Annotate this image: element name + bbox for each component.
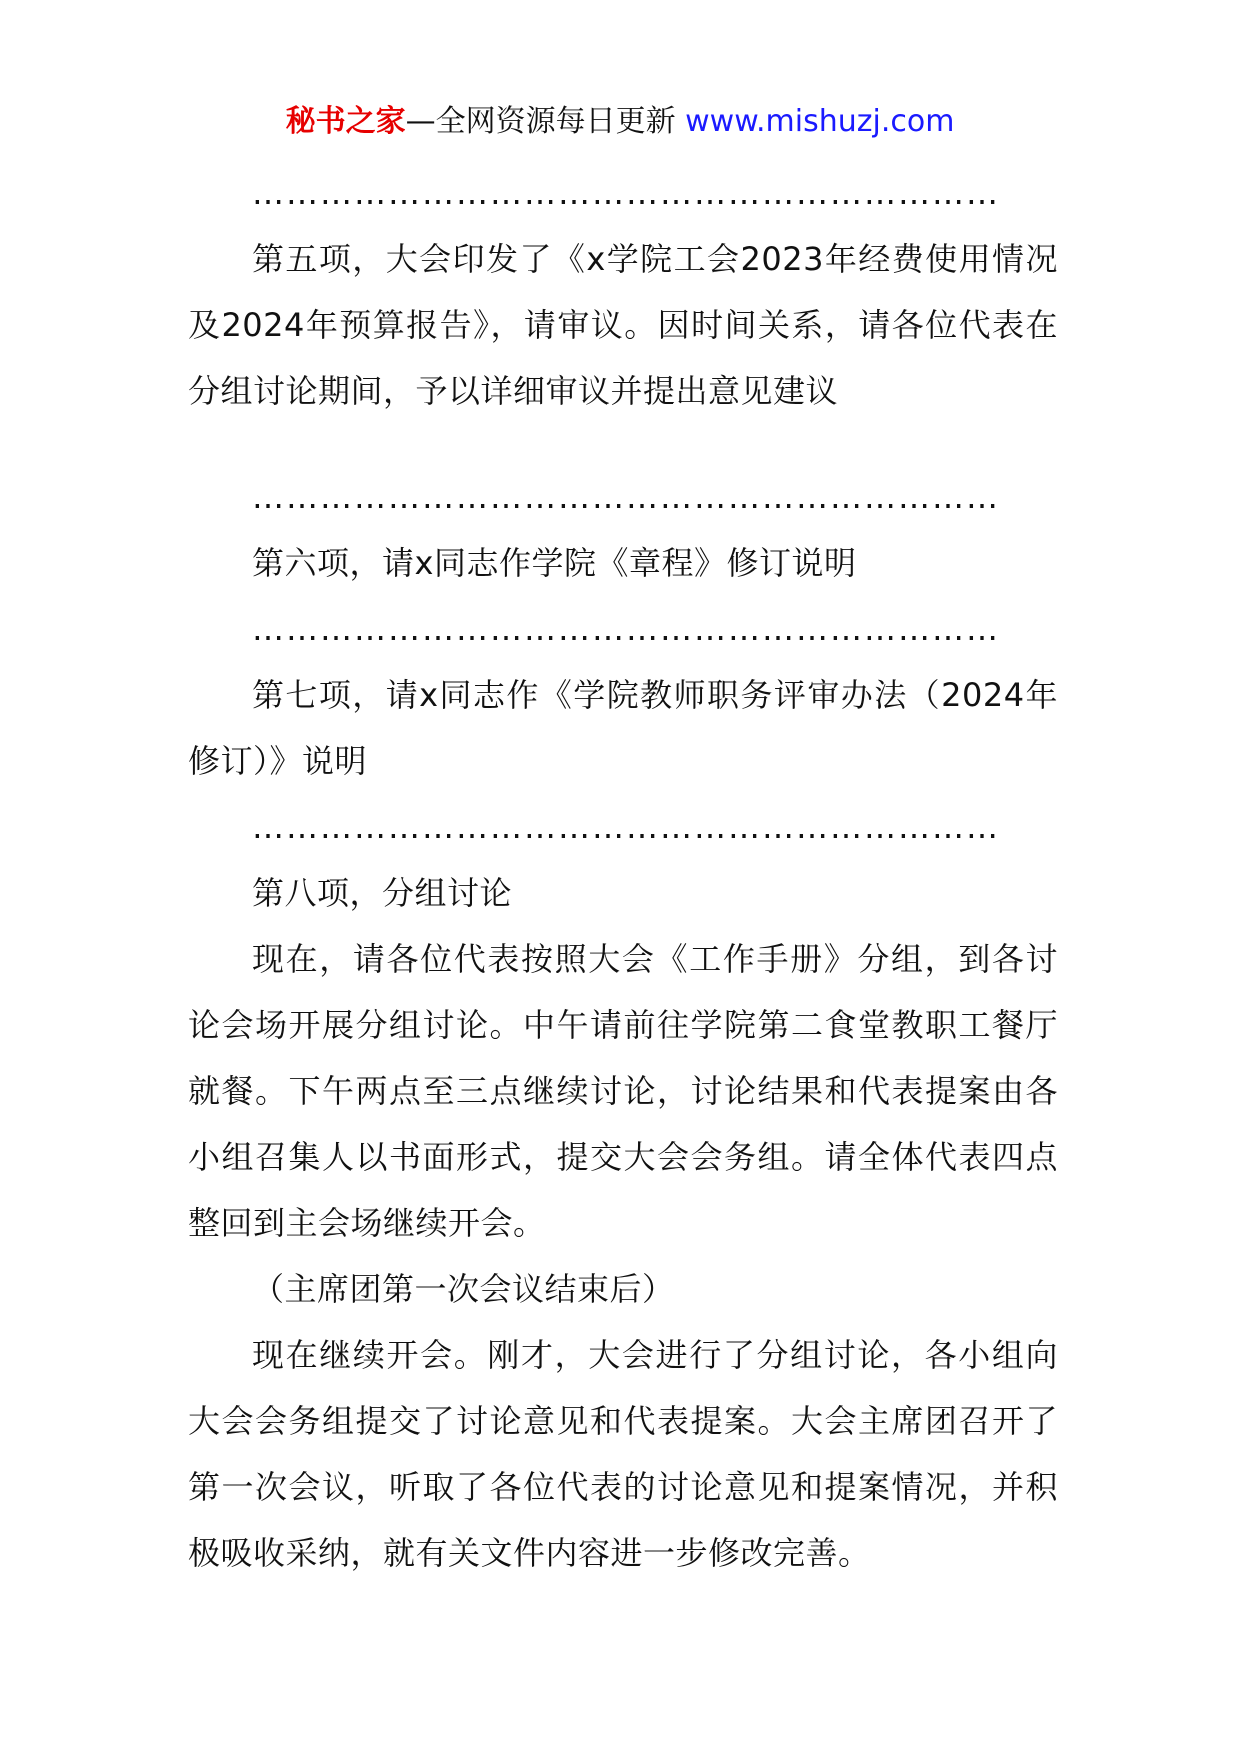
- site-url-link[interactable]: www.mishuzj.com: [685, 104, 955, 139]
- paragraph-presidium-note: （主席团第一次会议结束后）: [252, 1270, 675, 1308]
- paragraph-discussion-arrangement: 现在，请各位代表按照大会《工作手册》分组，到各讨论会场开展分组讨论。中午请前往学院第二食堂教职工餐厅就餐。下午两点至三点继续讨论，讨论结果和代表提案由各小组召集人以书面形式，提交大会会务组。请全体代表四点整回到主会场继续开会。: [188, 940, 1058, 1242]
- paragraph-resume-meeting: 现在继续开会。刚才，大会进行了分组讨论，各小组向大会会务组提交了讨论意见和代表提案。大会主席团召开了第一次会议，听取了各位代表的讨论意见和提案情况，并积极吸收采纳，就有关文件内容进一步修改完善。: [188, 1336, 1058, 1572]
- site-brand: 秘书之家: [285, 104, 406, 139]
- agenda-item-5: 第五项，大会印发了《x学院工会2023年经费使用情况及2024年预算报告》，请审议。因时间关系，请各位代表在分组讨论期间，予以详细审议并提出意见建议: [188, 240, 1058, 410]
- ellipsis-separator: …………………………………………………………: [252, 478, 1000, 516]
- ellipsis-separator: …………………………………………………………: [252, 610, 1000, 648]
- agenda-item-7: 第七项，请x同志作《学院教师职务评审办法（2024年修订）》说明: [188, 676, 1058, 780]
- site-slogan: —全网资源每日更新: [405, 104, 676, 139]
- site-header: [0, 100, 1240, 144]
- document-body: [188, 160, 1058, 1586]
- agenda-item-8: 第八项，分组讨论: [252, 874, 513, 912]
- agenda-item-6: 第六项，请x同志作学院《章程》修订说明: [252, 544, 857, 582]
- ellipsis-separator: …………………………………………………………: [252, 174, 1000, 212]
- ellipsis-separator: …………………………………………………………: [252, 808, 1000, 846]
